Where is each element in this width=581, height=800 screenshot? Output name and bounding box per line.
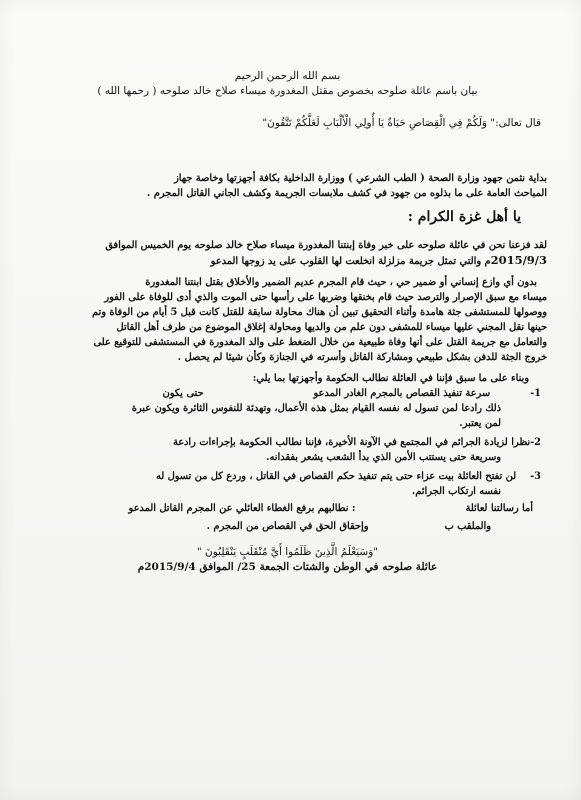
demand-1-text-a: سرعة تنفيذ القصاص بالمجرم الغادر المدعو bbox=[313, 388, 491, 399]
paragraph-2-line-2: ميساء مع سبق الإصرار والترصد حيث قام بخنقها وضربها على رأسها حتى الموت والذي أدى للوفاة على الفور bbox=[104, 292, 547, 303]
incident-date: 2015/9/3 bbox=[490, 253, 547, 267]
demand-item-2 bbox=[28, 435, 547, 465]
paragraph-1-line-2-rest: م والتي تمثل جريمة مزلزلة انخلعت لها القلوب على يد زوجها المدعو bbox=[210, 256, 491, 267]
paragraph-1 bbox=[28, 238, 547, 269]
demand-3-line-1 bbox=[28, 469, 541, 484]
intro-line-2: المباحث العامة على ما بذلوه من جهود في كشف ملابسات الجريمة وكشف الجاني القاتل المجرم . bbox=[146, 188, 547, 199]
paragraph-2 bbox=[28, 275, 547, 365]
paragraph-1-line-2 bbox=[28, 253, 547, 269]
basmala: بسم الله الرحمن الرحيم bbox=[234, 70, 341, 82]
demand-1-line-3: لمن يعتبر. bbox=[459, 418, 501, 429]
closing-verse: "وَسَيَعْلَمُ الَّذِينَ ظَلَمُوا أَيَّ مُنْقَلَبٍ يَنْقَلِبُونَ " bbox=[196, 546, 379, 558]
paragraph-2-line-6: خروج الجثة للدفن بشكل طبيعي ومشاركة القاتل وأسرته في الجنازة وكأن شيئا لم يحصل . bbox=[177, 352, 547, 363]
paragraph-2-line-4: حينها نقل المجني عليها ميساء للمشفى دون علم من والديها ومحاولة إغلاق الموضوع من طرف أهل القاتل bbox=[116, 322, 547, 333]
paragraph-2-line-1: بدون أي وازع إنساني أو ضمير حي ، حيث قام المجرم عديم الضمير والأخلاق بقتل ابنتنا المغدورة bbox=[145, 277, 537, 288]
message-line-2 bbox=[28, 519, 547, 534]
section-heading: يا أهل غزة الكرام : bbox=[407, 209, 521, 225]
demand-1-line-2: ذلك رادعا لمن تسول له نفسه القيام بمثل هذه الأعمال، وتهدئة للنفوس الثائرة ويكون عبرة bbox=[131, 403, 501, 414]
statement-title: بيان باسم عائلة صلوحه بخصوص مقتل المغدورة ميساء صلاح خالد صلوحه ( رحمها الله ) bbox=[97, 85, 478, 97]
message-text-a: أما رسالتنا لعائلة bbox=[465, 503, 533, 514]
message-text-b: : نطالبهم برفع الغطاء العائلي عن المجرم القاتل المدعو bbox=[128, 503, 356, 514]
demand-2-line-1 bbox=[28, 435, 541, 450]
demand-3-number: 3- bbox=[530, 471, 541, 482]
demand-1-text-b: حتى يكون bbox=[162, 388, 204, 399]
demand-1-line-1 bbox=[28, 386, 541, 401]
demands-intro: وبناء على ما سبق فإننا في العائلة نطالب الحكومة وأجهزتها بما يلي: bbox=[252, 373, 529, 384]
demand-item-3 bbox=[28, 469, 547, 499]
demand-item-1 bbox=[28, 386, 547, 431]
paragraph-1-line-1: لقد فزعنا نحن في عائلة صلوحه على خبر وفاة إبنتنا المغدورة ميساء صلاح خالد صلوحه يوم الخميس الموافق bbox=[105, 240, 547, 251]
paragraph-2-line-5: والتعامل مع جريمة القتل على أنها وفاة طبيعية من خلال الضغط على والد المغدورة في المستشفى للتوقيع على bbox=[93, 337, 547, 348]
demand-1-number: 1- bbox=[530, 388, 541, 399]
message-line-1 bbox=[28, 501, 547, 516]
message-block bbox=[28, 501, 547, 534]
demand-2-text: نظرا لزيادة الجرائم في المجتمع في الآونة الأخيرة، فإننا نطالب الحكومة بإجراءات رادعة bbox=[172, 437, 531, 448]
demand-3-line-2: نفسه ارتكاب الجرائم. bbox=[411, 486, 501, 497]
message-text-c: والملقب ب bbox=[444, 521, 491, 532]
intro-paragraph bbox=[28, 171, 547, 201]
signature: عائلة صلوحه في الوطن والشتات الجمعة 25/ الموافق 2015/9/4م bbox=[137, 561, 438, 573]
intro-line-1: بداية نثمن جهود وزارة الصحة ( الطب الشرعي ) ووزارة الداخلية بكافة أجهزتها وخاصة جهاز bbox=[174, 173, 547, 184]
demand-2-line-2: وسريعة حتى يستتب الأمن الذي بدأ الشعب يشعر بفقدانه. bbox=[266, 452, 501, 463]
message-text-d: وإحقاق الحق في القصاص من المجرم . bbox=[206, 521, 369, 532]
opening-verse: قال تعالى:" وَلَكُمْ فِي الْقِصَاصِ حَيَاةٌ يَا أُولِي الْأَلْبَابِ لَعَلَّكُمْ تَتَّقُونَ" bbox=[262, 117, 541, 129]
demand-2-number: 2- bbox=[530, 437, 541, 448]
paragraph-2-line-3: ووصولها للمستشفى جثة هامدة وأثناء التحقيق تبين أن هناك محاولة سابقة للقتل كانت قبل 5 أيام من الوفاة وتم bbox=[92, 307, 547, 318]
demand-3-text: لن تفتح العائلة بيت عزاء حتى يتم تنفيذ حكم القصاص في القاتل ، وردع كل من تسول له bbox=[155, 471, 517, 482]
